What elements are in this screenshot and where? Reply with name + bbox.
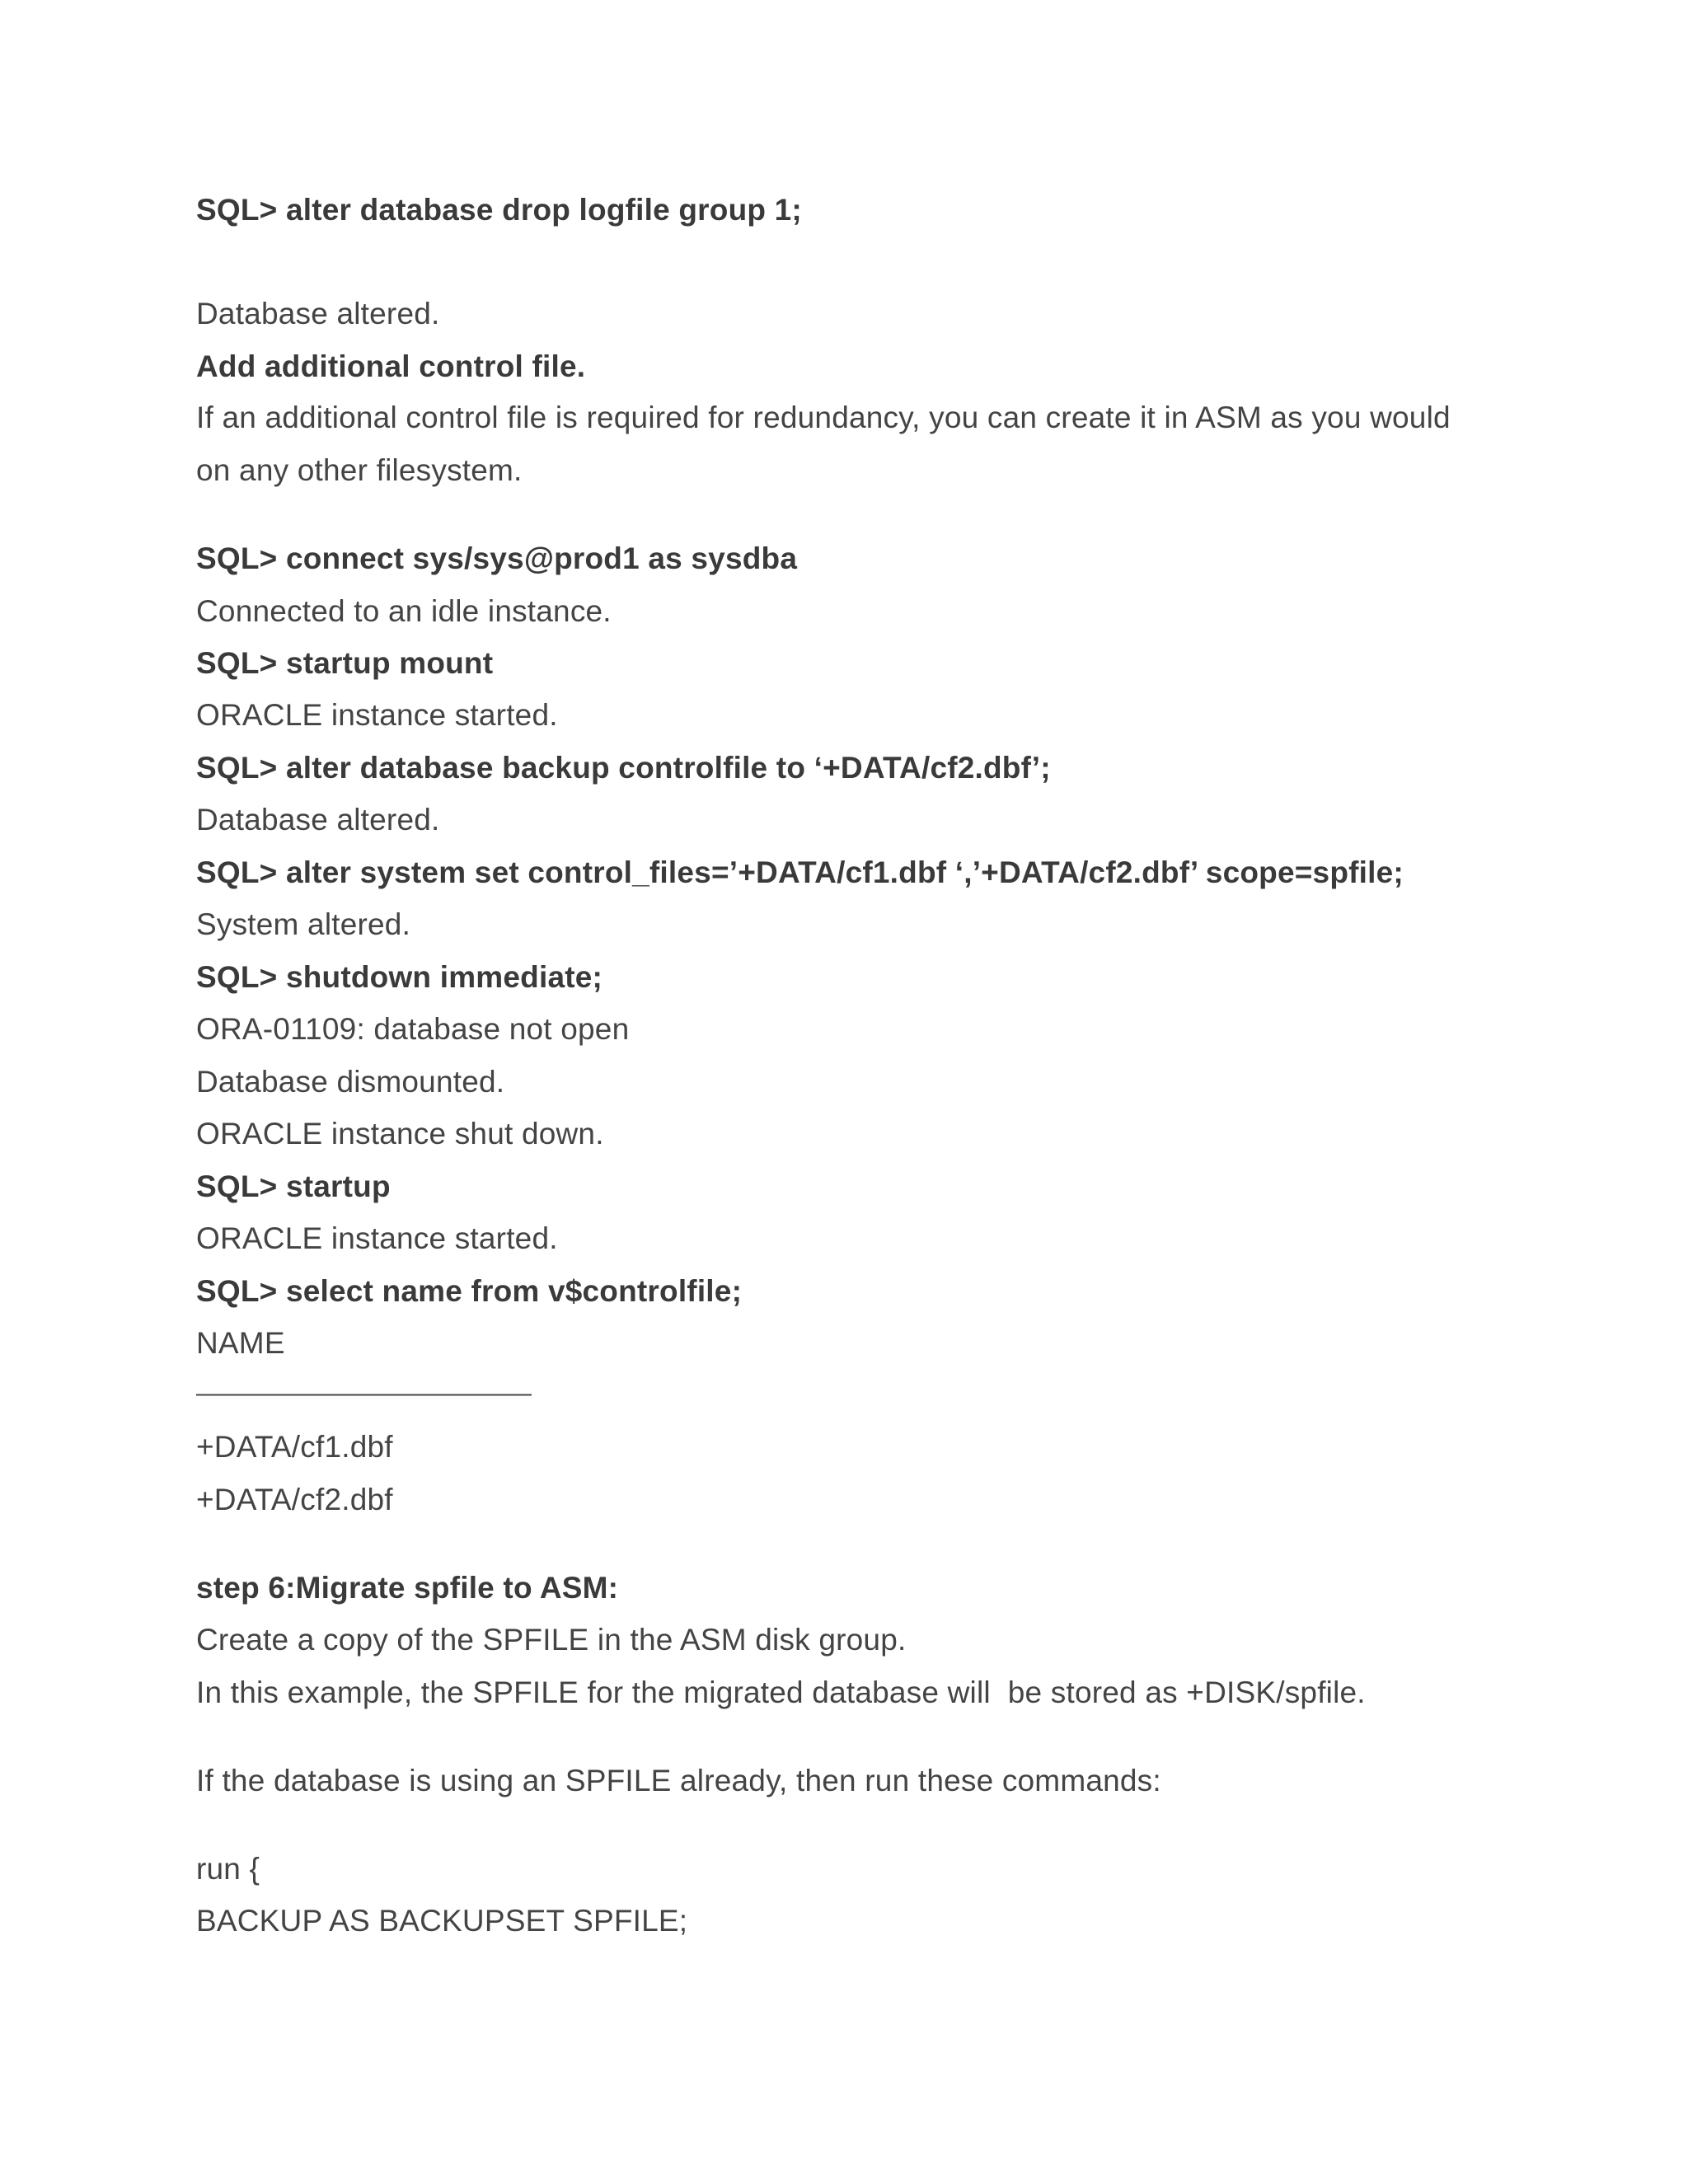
output-line: Database altered. xyxy=(196,297,440,330)
sql-command-line: SQL> connect sys/sys@prod1 as sysdba xyxy=(196,541,798,575)
sql-command-line: SQL> alter database drop logfile group 1; xyxy=(196,193,802,227)
paragraph-line: Create a copy of the SPFILE in the ASM disk group. xyxy=(196,1623,907,1657)
output-line: NAME xyxy=(196,1326,285,1360)
sql-command-line: SQL> shutdown immediate; xyxy=(196,960,603,994)
sql-command-line: SQL> startup mount xyxy=(196,646,494,680)
output-line: ORA-01109: database not open xyxy=(196,1012,630,1046)
output-line: Database altered. xyxy=(196,803,440,837)
sql-command-line: SQL> alter database backup controlfile to ‘+DATA/cf2.dbf’; xyxy=(196,751,1051,785)
separator-line: —————————————— xyxy=(196,1380,531,1407)
output-line: +DATA/cf1.dbf xyxy=(196,1430,393,1464)
output-line: Database dismounted. xyxy=(196,1065,505,1099)
section-heading: Add additional control file. xyxy=(196,349,586,383)
paragraph-line: If the database is using an SPFILE already, then run these commands: xyxy=(196,1764,1161,1797)
sql-command-line: SQL> select name from v$controlfile; xyxy=(196,1274,743,1308)
output-line: Connected to an idle instance. xyxy=(196,594,612,628)
output-line: +DATA/cf2.dbf xyxy=(196,1483,393,1516)
section-heading: step 6:Migrate spfile to ASM: xyxy=(196,1571,619,1605)
output-line: ORACLE instance started. xyxy=(196,698,558,732)
output-line: ORACLE instance shut down. xyxy=(196,1117,604,1151)
code-line: run { xyxy=(196,1852,260,1886)
output-line: ORACLE instance started. xyxy=(196,1221,558,1255)
paragraph-line: on any other filesystem. xyxy=(196,453,523,487)
sql-command-line: SQL> alter system set control_files=’+DATA/cf1.dbf ‘,’+DATA/cf2.dbf’ scope=spfile; xyxy=(196,855,1404,889)
paragraph-line: If an additional control file is required for redundancy, you can create it in ASM as you would xyxy=(196,401,1451,434)
sql-command-line: SQL> startup xyxy=(196,1169,391,1203)
output-line: System altered. xyxy=(196,907,411,941)
code-line: BACKUP AS BACKUPSET SPFILE; xyxy=(196,1904,688,1938)
paragraph-line: In this example, the SPFILE for the migrated database will be stored as +DISK/spfile. xyxy=(196,1675,1366,1709)
